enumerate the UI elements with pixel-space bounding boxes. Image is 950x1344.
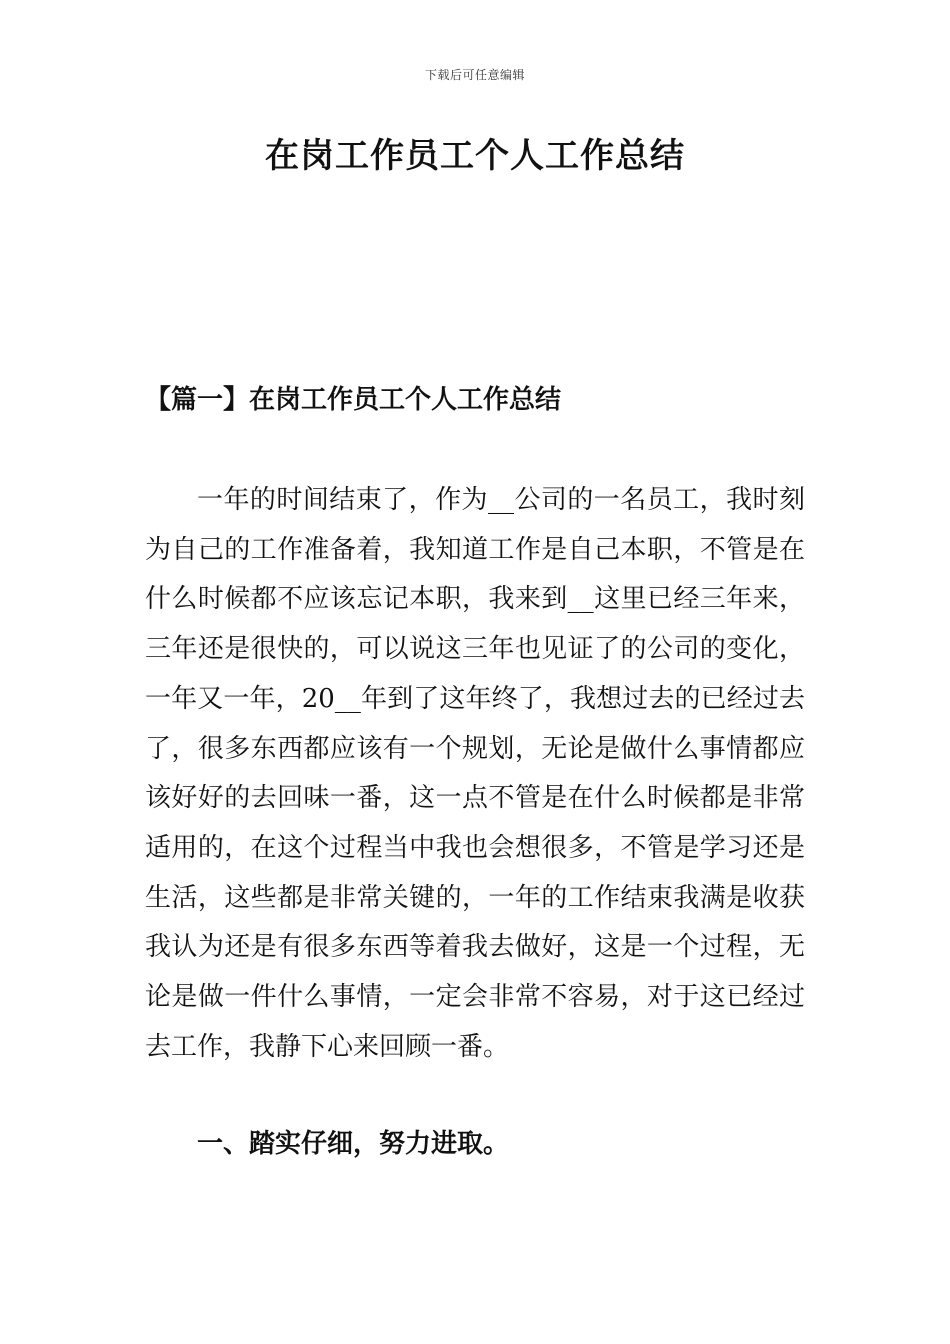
paragraph-line: 该好好的去回味一番，这一点不管是在什么时候都是非常: [145, 783, 805, 814]
paragraph-line: 三年还是很快的，可以说这三年也见证了的公司的变化，: [145, 634, 805, 665]
paragraph-line: 适用的，在这个过程当中我也会想很多，不管是学习还是: [145, 832, 805, 863]
header-note: 下载后可任意编辑: [424, 68, 525, 82]
paragraph-line: 生活，这些都是非常关键的，一年的工作结束我满是收获: [145, 882, 805, 913]
body-paragraph: [145, 476, 805, 1072]
paragraph-line: 我认为还是有很多东西等着我去做好，这是一个过程，无: [145, 932, 805, 963]
paragraph-line: 什么时候都不应该忘记本职，我来到__这里已经三年来，: [145, 584, 805, 615]
paragraph-line: 一年又一年，20__年到了这年终了，我想过去的已经过去: [145, 683, 805, 714]
sub-heading: 一、踏实仔细，努力进取。: [197, 1129, 510, 1159]
document-title: 在岗工作员工个人工作总结: [265, 136, 685, 176]
paragraph-line: 去工作，我静下心来回顾一番。: [145, 1031, 510, 1062]
paragraph-line: 论是做一件什么事情，一定会非常不容易，对于这已经过: [145, 982, 805, 1013]
section-heading: 【篇一】在岗工作员工个人工作总结: [145, 385, 562, 415]
paragraph-line: 一年的时间结束了，作为__公司的一名员工，我时刻: [197, 485, 805, 515]
paragraph-line: 了，很多东西都应该有一个规划，无论是做什么事情都应: [145, 733, 805, 764]
paragraph-line: 为自己的工作准备着，我知道工作是自己本职，不管是在: [145, 534, 805, 565]
